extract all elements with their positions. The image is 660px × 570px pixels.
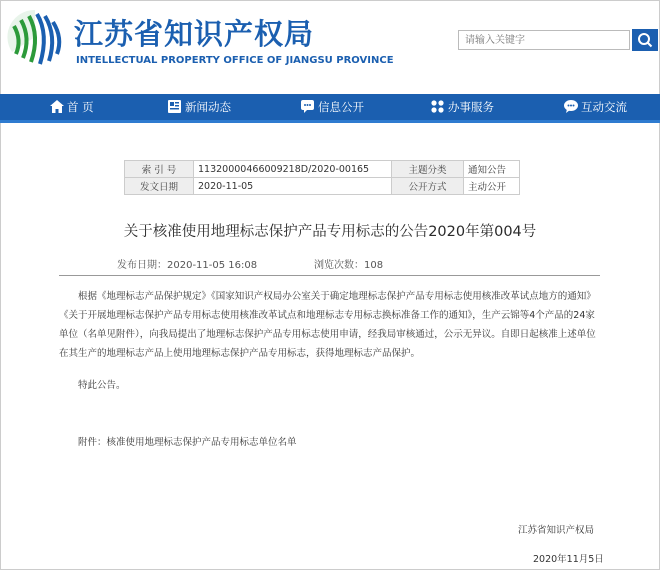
home-icon <box>50 100 64 113</box>
index-value: 11320000466009218D/2020-00165 <box>194 161 392 178</box>
nav-home-label: 首 页 <box>67 100 94 114</box>
table-row <box>125 178 520 195</box>
site-subtitle: INTELLECTUAL PROPERTY OFFICE OF JIANGSU PROVINCE <box>76 55 394 66</box>
speech-icon <box>564 100 578 113</box>
nav-info[interactable] <box>318 94 364 120</box>
attachment-link[interactable]: 附件：核准使用地理标志保护产品专用标志单位名单 <box>78 437 297 448</box>
search-button[interactable] <box>632 29 658 51</box>
table-row <box>125 161 520 178</box>
nav-service-label: 办事服务 <box>448 100 494 114</box>
mode-value: 主动公开 <box>464 178 520 195</box>
nav-news[interactable] <box>185 94 231 120</box>
date-label: 发文日期 <box>125 178 194 195</box>
mode-label: 公开方式 <box>392 178 464 195</box>
nav-interaction[interactable] <box>581 94 627 120</box>
main-nav <box>0 94 660 123</box>
view-count: 浏览次数：108 <box>314 260 384 271</box>
logo-icon <box>4 6 66 68</box>
search-icon <box>632 29 658 51</box>
date-value: 2020-11-05 <box>194 178 392 195</box>
category-value: 通知公告 <box>464 161 520 178</box>
body-paragraph: 根据《地理标志产品保护规定》《国家知识产权局办公室关于确定地理标志保护产品专用标志使用核准改革试点地方的通知》《关于开展地理标志保护产品专用标志使用核准改革试点和地理标志专用标志换标准备工作的通知》，生产云锦等4个产品的24家单位（名单见附件），向我局提出了地理标志保护产品专用标志使用申请，经我局审核通过，公示无异议。自即日起核准上述单位在其生产的地理标志产品上使用地理标志保护产品专用标志，获得地理标志产品保护。 <box>59 291 596 359</box>
nav-interaction-label: 互动交流 <box>581 100 627 114</box>
nav-news-label: 新闻动态 <box>185 100 231 114</box>
closing-text: 特此公告。 <box>78 380 126 391</box>
article-body <box>59 287 604 363</box>
sign-date: 2020年11月5日 <box>533 554 604 565</box>
publish-date: 发布日期：2020-11-05 16:08 <box>117 260 258 271</box>
meta-table <box>124 160 520 195</box>
index-label: 索 引 号 <box>125 161 194 178</box>
chat-icon <box>301 100 314 113</box>
signature: 江苏省知识产权局 <box>518 525 595 536</box>
category-label: 主题分类 <box>392 161 464 178</box>
grid-icon <box>431 100 444 113</box>
article-title: 关于核准使用地理标志保护产品专用标志的公告2020年第004号 <box>123 224 537 240</box>
search-input[interactable] <box>458 30 630 50</box>
nav-info-label: 信息公开 <box>318 100 364 114</box>
divider <box>59 275 600 276</box>
site-title[interactable]: 江苏省知识产权局 <box>74 17 315 51</box>
news-icon <box>168 100 181 113</box>
nav-home[interactable] <box>67 94 94 120</box>
nav-service[interactable] <box>448 94 494 120</box>
